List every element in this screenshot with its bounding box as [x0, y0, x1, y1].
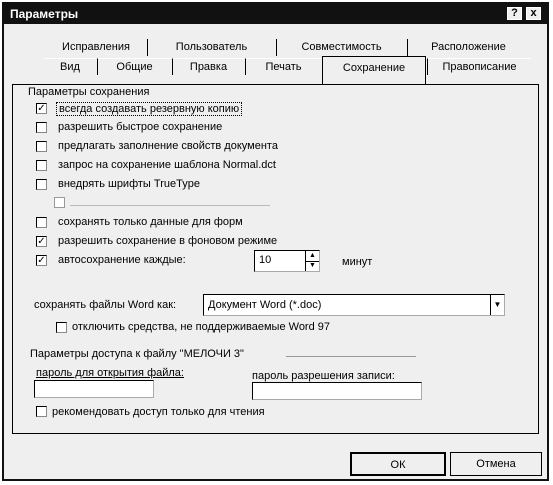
- save-options-title: Параметры сохранения: [28, 86, 150, 98]
- embed-chars-checkbox-disabled: [54, 197, 65, 208]
- help-button[interactable]: ?: [507, 7, 522, 20]
- chevron-down-icon[interactable]: ▼: [490, 295, 504, 315]
- prompt-properties-label[interactable]: предлагать заполнение свойств документа: [58, 140, 278, 152]
- read-only-checkbox[interactable]: [36, 406, 47, 417]
- save-as-label: сохранять файлы Word как:: [34, 299, 177, 311]
- tab-print[interactable]: Печать: [245, 58, 321, 75]
- disable-features-checkbox[interactable]: [56, 322, 67, 333]
- open-password-label: пароль для открытия файла:: [36, 367, 184, 379]
- open-password-input[interactable]: [34, 380, 154, 398]
- background-save-label[interactable]: разрешить сохранение в фоновом режиме: [58, 235, 278, 247]
- close-button[interactable]: x: [526, 7, 541, 20]
- save-as-select[interactable]: [203, 294, 505, 316]
- tab-save[interactable]: Сохранение: [322, 56, 426, 84]
- fast-save-checkbox[interactable]: [36, 122, 47, 133]
- tab-edit[interactable]: Правка: [172, 58, 244, 75]
- checkmark-icon: ✓: [37, 255, 46, 266]
- title-bar: [4, 4, 547, 24]
- access-options-title: Параметры доступа к файлу "МЕЛОЧИ 3": [30, 348, 244, 360]
- cancel-button[interactable]: Отмена: [450, 452, 542, 476]
- prompt-properties-checkbox[interactable]: [36, 141, 47, 152]
- spin-up-icon[interactable]: ▲: [305, 251, 319, 262]
- tab-corrections[interactable]: Исправления: [62, 41, 130, 53]
- options-dialog: [2, 2, 549, 481]
- background-save-checkbox[interactable]: [36, 236, 47, 247]
- tab-spelling[interactable]: Правописание: [427, 58, 531, 75]
- tab-view[interactable]: Вид: [44, 58, 96, 75]
- autosave-minutes-value: 10: [259, 254, 272, 266]
- autosave-checkbox[interactable]: [36, 255, 47, 266]
- always-backup-label[interactable]: всегда создавать резервную копию: [56, 102, 242, 116]
- group-divider: [286, 356, 416, 357]
- save-as-value: Документ Word (*.doc): [208, 299, 322, 311]
- disable-features-label[interactable]: отключить средства, не поддерживаемые Word 97: [72, 321, 331, 333]
- tab-user[interactable]: Пользователь: [147, 39, 275, 56]
- disabled-option-placeholder: [70, 205, 270, 206]
- checkmark-icon: ✓: [37, 236, 46, 247]
- ok-button[interactable]: ОК: [350, 452, 446, 476]
- tab-location[interactable]: Расположение: [407, 39, 529, 56]
- spin-down-icon[interactable]: ▼: [305, 261, 319, 271]
- prompt-normal-checkbox[interactable]: [36, 160, 47, 171]
- embed-fonts-checkbox[interactable]: [36, 179, 47, 190]
- tab-compatibility[interactable]: Совместимость: [276, 39, 406, 56]
- autosave-minutes-stepper[interactable]: [254, 250, 320, 272]
- form-data-label[interactable]: сохранять только данные для форм: [58, 216, 243, 228]
- read-only-label[interactable]: рекомендовать доступ только для чтения: [52, 406, 265, 418]
- autosave-unit: минут: [342, 256, 373, 268]
- tab-general[interactable]: Общие: [97, 58, 171, 75]
- checkmark-icon: ✓: [37, 103, 46, 114]
- fast-save-label[interactable]: разрешить быстрое сохранение: [58, 121, 223, 133]
- write-password-input[interactable]: [252, 382, 422, 400]
- embed-fonts-label[interactable]: внедрять шрифты TrueType: [58, 178, 200, 190]
- prompt-normal-label[interactable]: запрос на сохранение шаблона Normal.dct: [58, 159, 276, 171]
- write-password-label: пароль разрешения записи:: [252, 370, 395, 382]
- window-title: Параметры: [10, 7, 79, 21]
- form-data-checkbox[interactable]: [36, 217, 47, 228]
- autosave-label[interactable]: автосохранение каждые:: [58, 254, 186, 266]
- always-backup-checkbox[interactable]: [36, 103, 47, 114]
